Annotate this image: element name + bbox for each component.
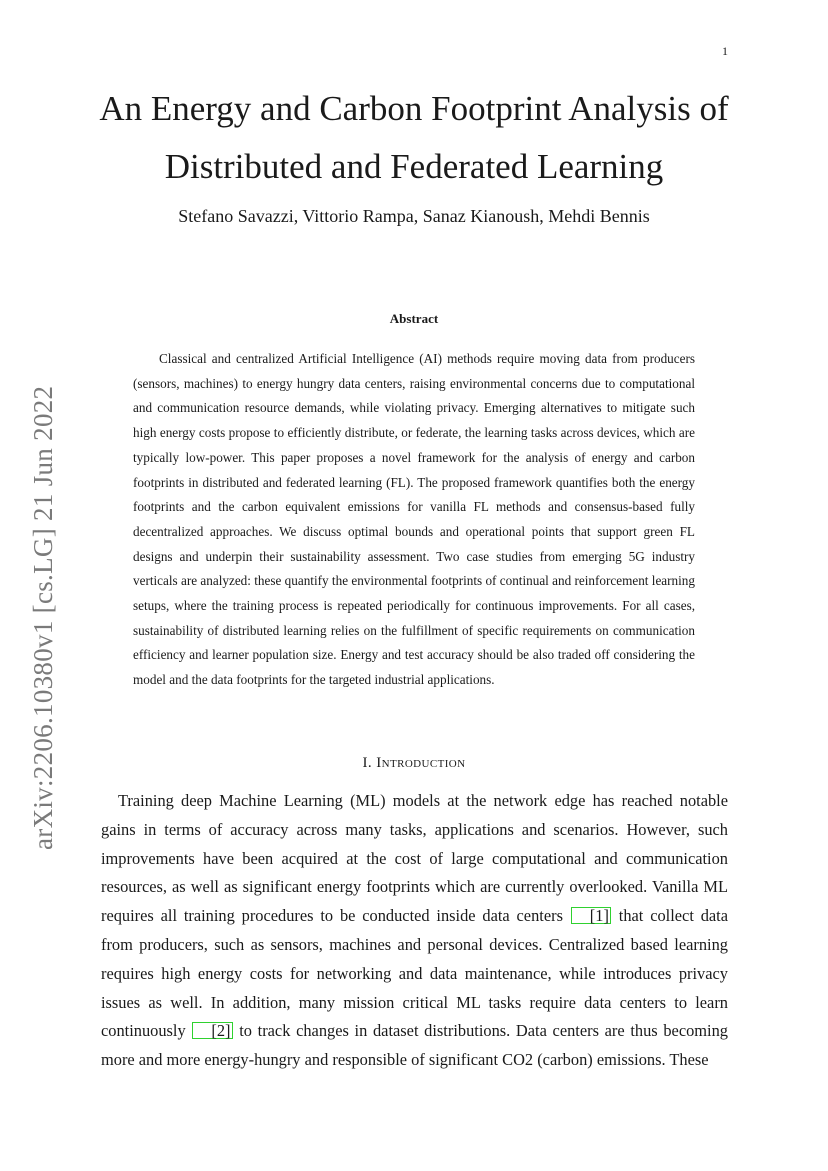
abstract-heading: Abstract: [389, 311, 439, 326]
arxiv-identifier-stamp: arXiv:2206.10380v1 [cs.LG] 21 Jun 2022: [28, 385, 58, 850]
citation-number: 1: [595, 906, 604, 926]
introduction-paragraph: [101, 787, 728, 1075]
intro-text-part-1: Training deep Machine Learning (ML) models at the network edge has reached notable gains in terms of accuracy across many tasks, applications and scenarios. However, such improvements have been acquired at the cost of large computational and communication resources, as well as significant energy footprints which are currently overlooked. Vanilla ML requires all training procedures to be conducted inside data centers: [101, 791, 728, 926]
paper-title: An Energy and Carbon Footprint Analysis of Distributed and Federated Learning: [99, 89, 729, 186]
citation-link-1[interactable]: [1]: [571, 907, 611, 924]
intro-text-part-3: to track changes in dataset distributions. Data centers are thus becoming more and more energy-hungry and responsible of significant CO2 (carbon) emissions. These: [101, 1021, 728, 1070]
page-number: 1: [722, 44, 728, 58]
intro-text-part-2: that collect data from producers, such as sensors, machines and personal devices. Centralized based learning requires high energy costs for networking and data maintenance, while introduces privacy issues as well. In addition, many mission critical ML tasks require data centers to learn continuously: [101, 906, 728, 1041]
citation-number: 2: [216, 1021, 226, 1041]
author-list: Stefano Savazzi, Vittorio Rampa, Sanaz Kianoush, Mehdi Bennis: [178, 206, 650, 226]
citation-link-2[interactable]: [2]: [192, 1022, 232, 1039]
abstract-body: Classical and centralized Artificial Intelligence (AI) methods require moving data from producers (sensors, machines) to energy hungry data centers, raising environmental concerns due to computational and communication resource demands, while violating privacy. Emerging alternatives to mitigate such high energy costs propose to efficiently distribute, or federate, the learning tasks across devices, which are typically low-power. This paper proposes a novel framework for the analysis of energy and carbon footprints in distributed and federated learning (FL). The proposed framework quantifies both the energy footprints and the carbon equivalent emissions for vanilla FL methods and consensus-based fully decentralized approaches. We discuss optimal bounds and operational points that support green FL designs and underpin their sustainability assessment. Two case studies from emerging 5G industry verticals are analyzed: these quantify the environmental footprints of continual and reinforcement learning setups, where the training process is repeated periodically for continuous improvements. For all cases, sustainability of distributed learning relies on the fulfillment of specific requirements on communication efficiency and learner population size. Energy and test accuracy should be also traded off considering the model and the data footprints for the targeted industrial applications.: [133, 351, 695, 688]
section-heading-introduction: [80, 755, 748, 772]
section-number: I.: [362, 755, 373, 771]
section-title: Introduction: [376, 755, 466, 771]
